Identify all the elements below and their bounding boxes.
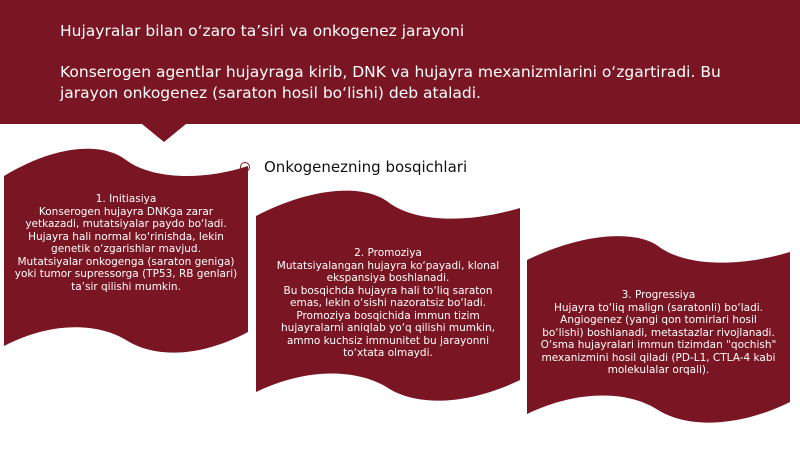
- stage-line: ammo kuchsiz immunitet bu jarayonni: [287, 334, 489, 347]
- stage-line: molekulalar orqali).: [607, 364, 710, 376]
- stage-card-initiation: [4, 148, 248, 360]
- stage-title: 2. Promoziya: [354, 247, 422, 259]
- stage-line: emas, lekin o‘sishi nazoratsiz bo‘ladi.: [290, 297, 486, 309]
- stage-line: yetkazadi, mutatsiyalar paydo bo‘ladi.: [25, 218, 227, 230]
- stage-line: Angiogenez (yangi qon tomirlari hosil: [560, 314, 757, 326]
- intro-line: jarayon onkogenez (saraton hosil bo‘lishi) deb ataladi.: [60, 84, 481, 102]
- stage-line: hujayralarni aniqlab yo‘q qilishi mumkin,: [281, 322, 495, 334]
- stage-title: 3. Progressiya: [621, 289, 696, 301]
- stage-card-progression: [527, 236, 790, 430]
- slide-intro: [60, 62, 750, 104]
- stage-line: bo‘lishi) boshlanadi, metastazlar rivojlanadi.: [542, 326, 775, 339]
- stage-title: 1. Initiasiya: [95, 193, 157, 205]
- stage-line: to‘xtata olmaydi.: [343, 347, 433, 359]
- stage-line: O‘sma hujayralari immun tizimdan "qochish": [540, 339, 777, 351]
- stage-line: Mutatsiyalangan hujayra ko‘payadi, klonal: [276, 259, 500, 272]
- stage-line: Bu bosqichda hujayra hali to‘liq saraton: [283, 284, 493, 297]
- section-heading: [240, 158, 467, 176]
- stage-line: mexanizmini hosil qiladi (PD-L1, CTLA-4 kabi: [541, 351, 776, 364]
- slide-title: Hujayralar bilan o‘zaro ta’siri va onkogenez jarayoni: [60, 22, 465, 40]
- stage-text: [4, 193, 248, 293]
- stage-line: Hujayra to‘liq malign (saratonli) bo‘ladi.: [554, 301, 763, 314]
- stage-line: Hujayra hali normal ko‘rinishda, lekin: [28, 230, 224, 243]
- intro-line: Konserogen agentlar hujayraga kirib, DNK va hujayra mexanizmlarini o‘zgartiradi. Bu: [60, 63, 721, 81]
- section-label: Onkogenezning bosqichlari: [264, 158, 468, 176]
- stage-line: Konserogen hujayra DNKga zarar: [38, 205, 214, 218]
- stage-line: Promoziya bosqichida immun tizim: [296, 309, 480, 322]
- stage-line: genetik o‘zgarishlar mavjud.: [51, 243, 201, 255]
- stage-line: yoki tumor supressorga (TP53, RB genlari): [14, 268, 238, 280]
- stage-text: [527, 289, 790, 377]
- stage-text: [256, 247, 520, 360]
- header-band: [0, 0, 800, 145]
- stage-card-promotion: [256, 190, 520, 408]
- stage-line: Mutatsiyalar onkogenga (saraton geniga): [17, 255, 235, 268]
- stage-line: ta’sir qilishi mumkin.: [71, 280, 181, 293]
- stage-line: ekspansiya boshlanadi.: [326, 272, 450, 284]
